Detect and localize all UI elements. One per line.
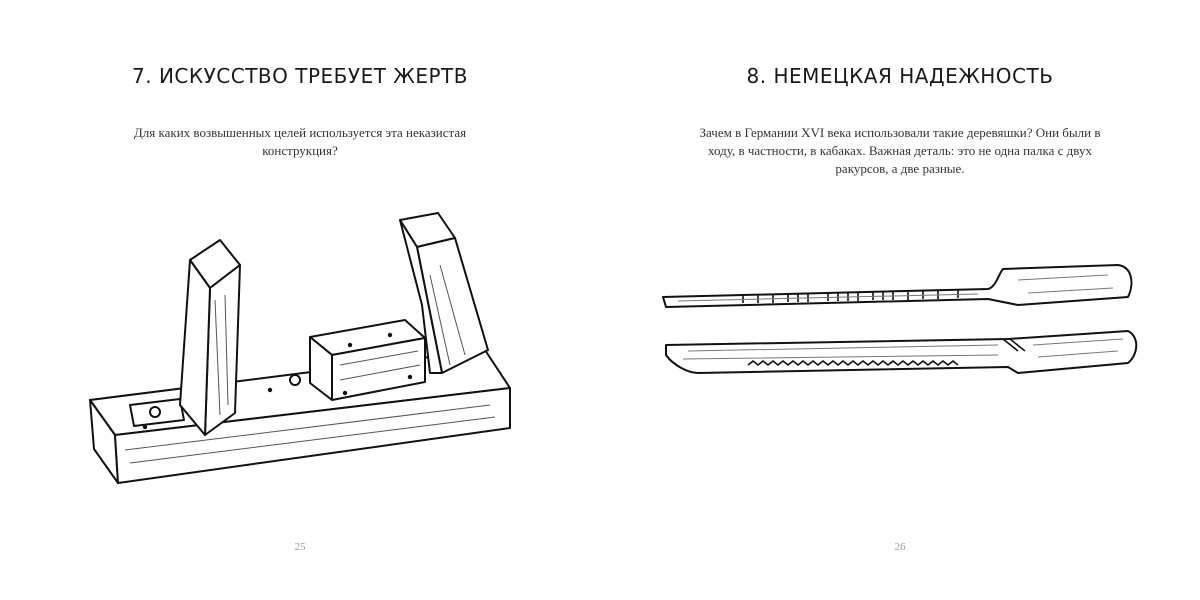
page-number: 25: [294, 541, 306, 553]
page-title: 7. ИСКУССТВО ТРЕБУЕТ ЖЕРТВ: [132, 64, 468, 88]
puzzle-question: Зачем в Германии XVI века использовали такие деревяшки? Они были в ходу, в частности, в кабаках. Важная деталь: это не одна палка с двух ракурсов, а две разные.: [699, 125, 1101, 176]
page-number: 26: [894, 541, 906, 553]
puzzle-question: Для каких возвышенных целей используется эта неказистая конструкция?: [133, 125, 467, 158]
page-title: 8. НЕМЕЦКАЯ НАДЕЖНОСТЬ: [746, 64, 1054, 88]
notched-sticks-illustration: [658, 255, 1148, 385]
wooden-stocks-illustration: [70, 205, 530, 495]
right-page: [600, 0, 1200, 600]
